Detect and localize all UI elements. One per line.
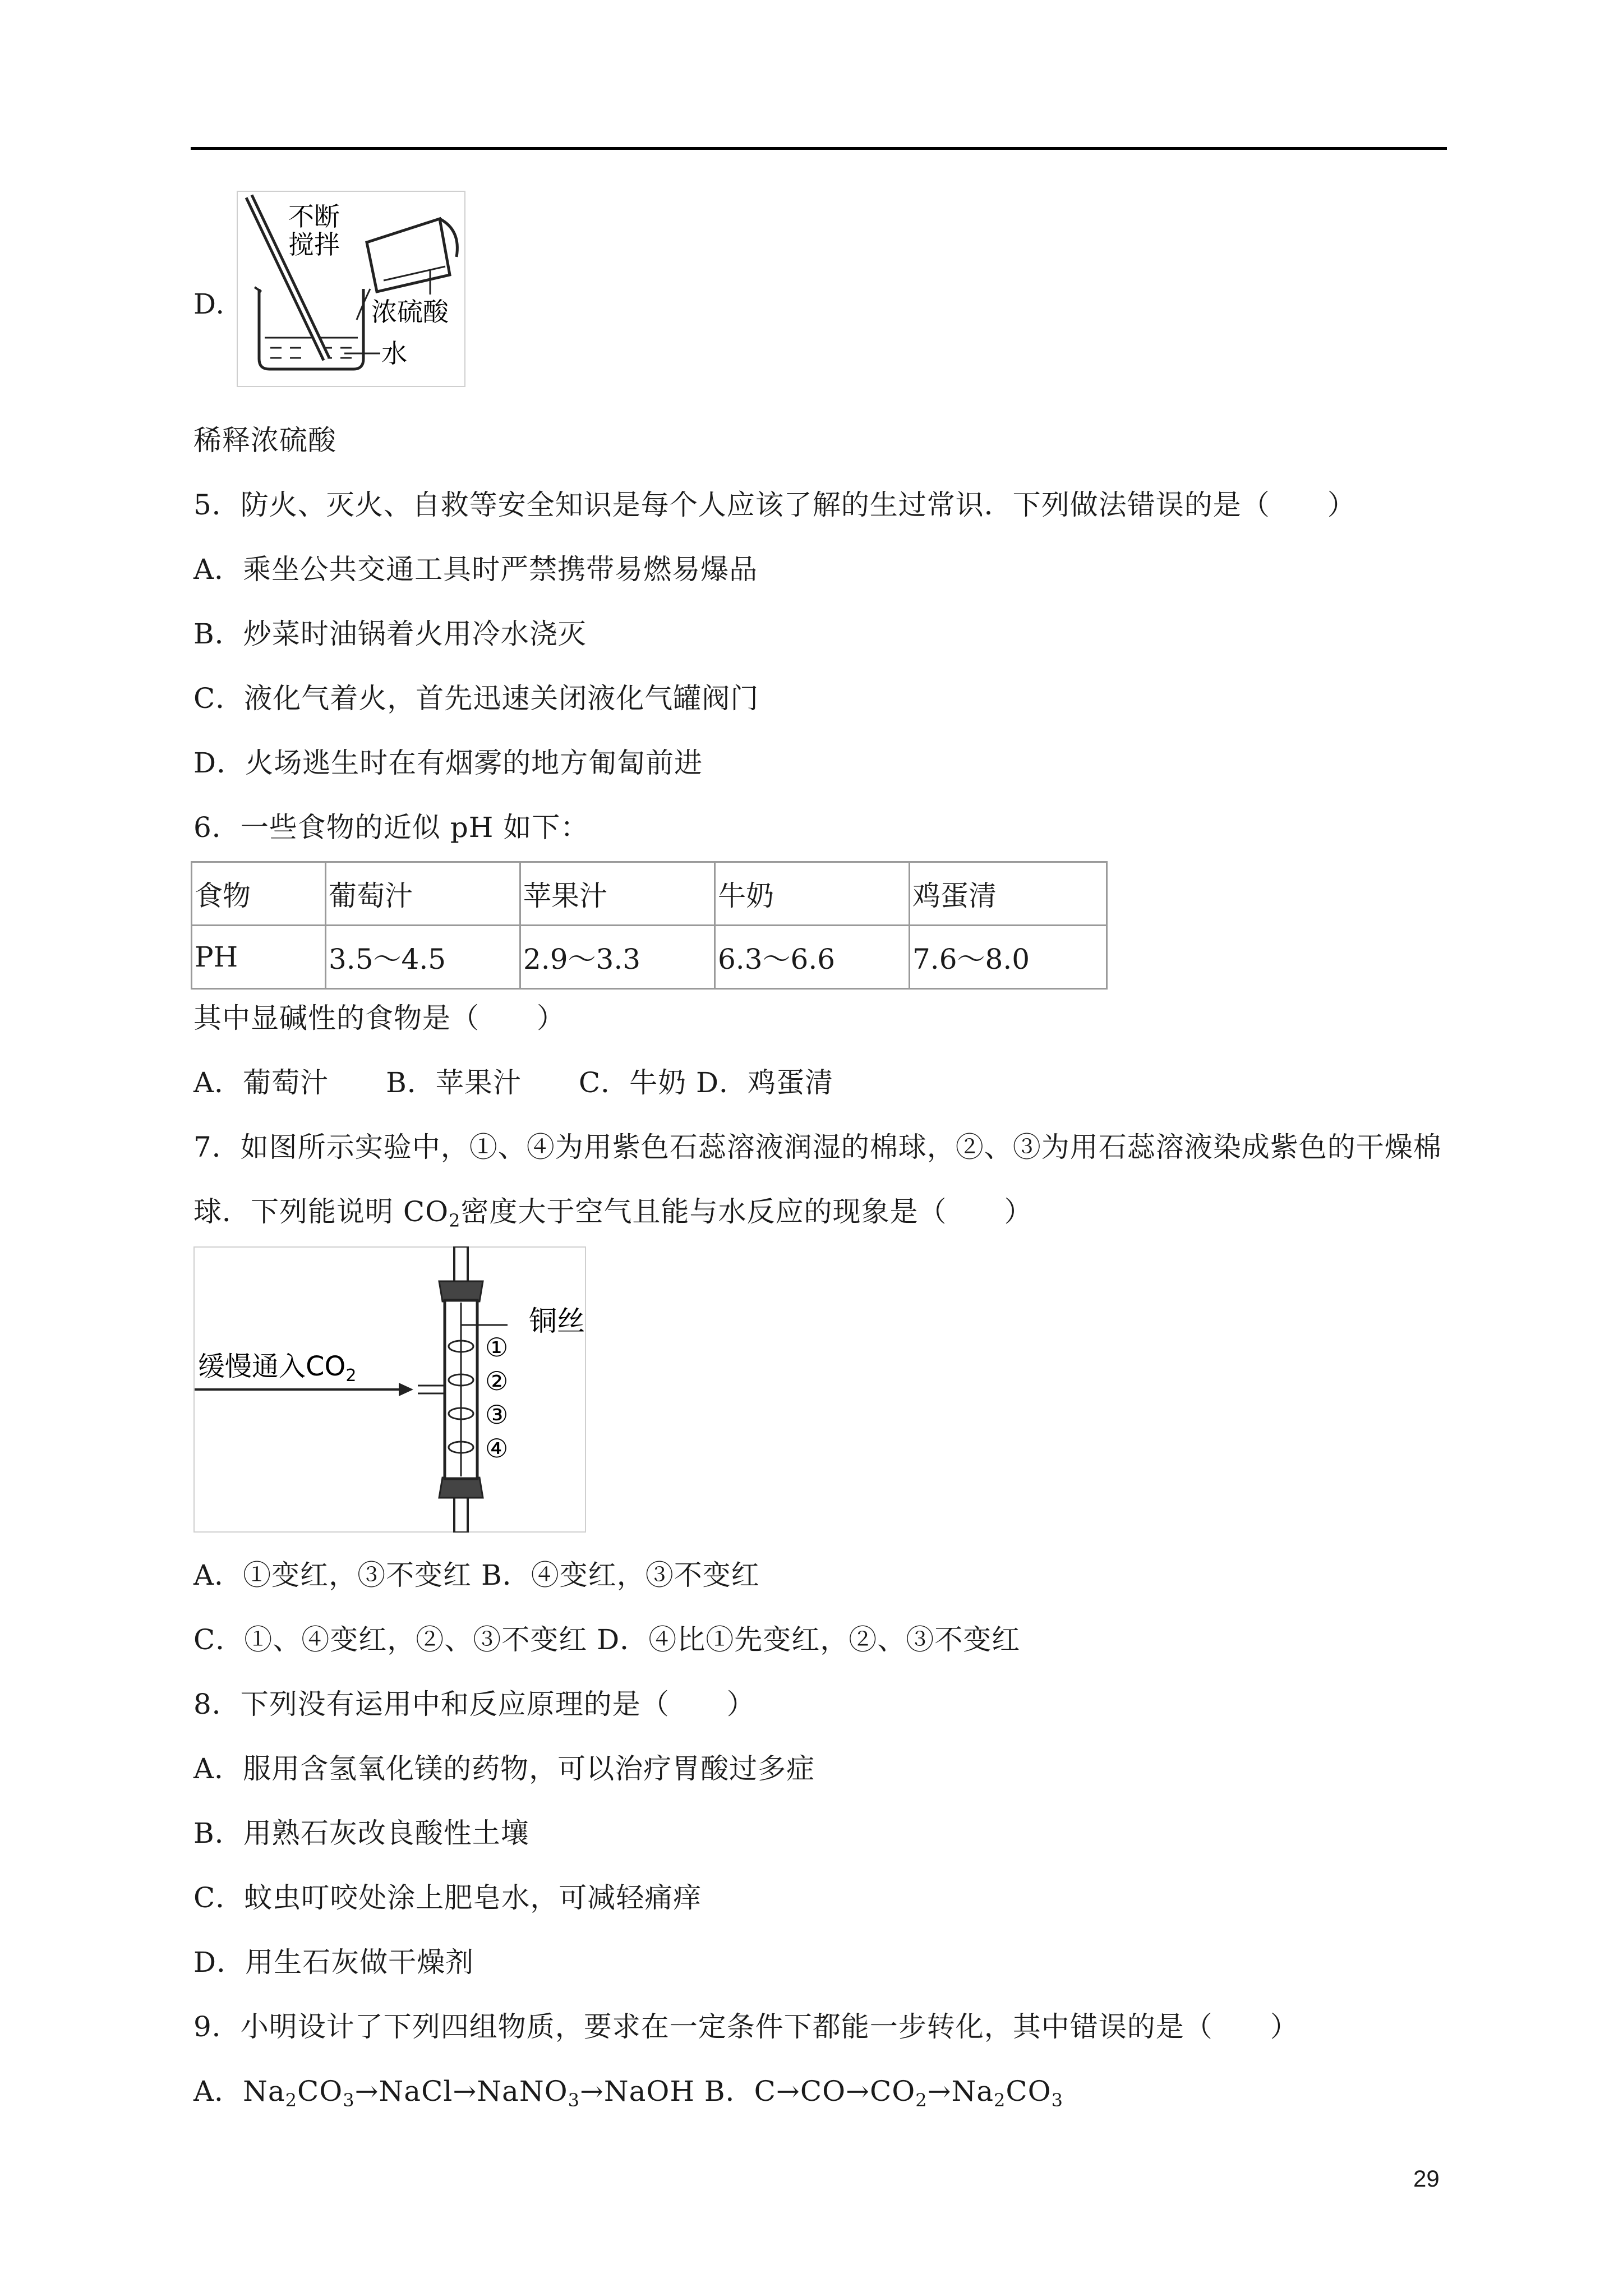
q5-option-c: C．液化气着火，首先迅速关闭液化气罐阀门: [193, 682, 759, 715]
q8-option-c: C．蚊虫叮咬处涂上肥皂水，可减轻痛痒: [193, 1881, 702, 1914]
subscript: 2: [285, 2090, 298, 2111]
stir-label-2: 搅拌: [288, 229, 340, 260]
reaction-arrow: →: [354, 2075, 379, 2108]
q8-stem: 8．下列没有运用中和反应原理的是（ ）: [193, 1688, 755, 1720]
q6-question: 其中显碱性的食物是（ ）: [193, 1002, 565, 1034]
q8-option-d: D．用生石灰做干燥剂: [193, 1946, 474, 1978]
formula: C: [754, 2075, 776, 2108]
table-cell: 3.5～4.5: [326, 926, 520, 989]
table-cell: PH: [192, 926, 326, 989]
co2-apparatus-diagram: [193, 1246, 586, 1533]
q7-stem-line1: 7．如图所示实验中，①、④为用紫色石蕊溶液润湿的棉球，②、③为用石蕊溶液染成紫色的干燥棉: [193, 1131, 1442, 1163]
q5-option-d: D．火场逃生时在有烟雾的地方匍匐前进: [193, 747, 703, 779]
q4-dilution-figure: [237, 191, 465, 387]
q5-option-a: A．乘坐公共交通工具时严禁携带易燃易爆品: [193, 553, 758, 586]
formula: Na: [951, 2075, 994, 2108]
q4-option-d-label: D.: [193, 288, 225, 320]
subscript: 2: [915, 2090, 928, 2111]
q7-co2-figure: [193, 1246, 586, 1533]
reaction-arrow: →: [927, 2075, 952, 2108]
ph-table-value-row: [192, 926, 1107, 989]
formula: NaCl: [379, 2075, 453, 2108]
inlet-text: 缓慢通入CO: [198, 1351, 346, 1382]
q7-options-line2: C．①、④变红，②、③不变红 D．④比①先变红，②、③不变红: [193, 1623, 1021, 1656]
formula: CO: [297, 2075, 343, 2108]
q7-stem-line2: [193, 1195, 1033, 1237]
ball-label-1: ①: [485, 1332, 509, 1363]
table-cell: 牛奶: [715, 862, 910, 926]
formula: NaNO: [477, 2075, 568, 2108]
wire-label: 铜丝: [529, 1305, 585, 1337]
table-cell: 食物: [192, 862, 326, 926]
reaction-arrow: →: [453, 2075, 477, 2108]
formula: CO: [869, 2075, 916, 2108]
q5-stem: 5．防火、灭火、自救等安全知识是每个人应该了解的生过常识．下列做法错误的是（ ）: [193, 489, 1356, 521]
q4-caption: 稀释浓硫酸: [193, 424, 336, 457]
inlet-label: [198, 1351, 356, 1386]
subscript: 3: [1051, 2090, 1064, 2111]
q9-stem: 9．小明设计了下列四组物质，要求在一定条件下都能一步转化，其中错误的是（ ）: [193, 2010, 1299, 2043]
header-rule: [191, 147, 1447, 150]
ball-label-3: ③: [485, 1400, 509, 1430]
reaction-arrow: →: [776, 2075, 800, 2108]
ph-table-header-row: [192, 862, 1107, 926]
reaction-arrow: →: [579, 2075, 604, 2108]
page-number: 29: [1413, 2165, 1440, 2192]
ph-table: [191, 861, 1108, 990]
table-cell: 葡萄汁: [326, 862, 520, 926]
ball-label-2: ②: [485, 1366, 509, 1396]
table-cell: 6.3～6.6: [715, 926, 910, 989]
stir-label-1: 不断: [288, 201, 340, 232]
stem-text: 球．下列能说明 CO: [193, 1195, 449, 1228]
water-label: 水: [381, 338, 407, 369]
ball-label-4: ④: [485, 1433, 509, 1464]
table-cell: 苹果汁: [520, 862, 715, 926]
subscript: 2: [994, 2090, 1006, 2111]
q8-option-a: A．服用含氢氧化镁的药物，可以治疗胃酸过多症: [193, 1752, 815, 1785]
q6-options: A．葡萄汁 B．苹果汁 C．牛奶 D．鸡蛋清: [193, 1066, 834, 1099]
formula: NaOH: [603, 2075, 695, 2108]
q9-options: [193, 2074, 1063, 2117]
q5-option-b: B．炒菜时油锅着火用冷水浇灭: [193, 618, 587, 650]
inlet-subscript: 2: [345, 1366, 357, 1386]
table-cell: 7.6～8.0: [910, 926, 1107, 989]
formula: Na: [243, 2075, 285, 2108]
q6-stem: 6．一些食物的近似 pH 如下：: [193, 811, 589, 844]
subscript: 3: [568, 2090, 580, 2111]
reaction-arrow: →: [846, 2075, 870, 2108]
option-prefix: A．: [193, 2075, 243, 2108]
q7-options-line1: A．①变红，③不变红 B．④变红，③不变红: [193, 1559, 760, 1591]
dilution-diagram: [237, 191, 465, 387]
q8-option-b: B．用熟石灰改良酸性土壤: [193, 1817, 529, 1849]
subscript: 2: [449, 1210, 461, 1231]
formula: CO: [1006, 2075, 1052, 2108]
stem-text: 密度大于空气且能与水反应的现象是（ ）: [460, 1195, 1033, 1228]
subscript: 3: [343, 2090, 355, 2111]
option-prefix: B．: [695, 2075, 754, 2108]
table-cell: 2.9～3.3: [520, 926, 715, 989]
table-cell: 鸡蛋清: [910, 862, 1107, 926]
formula: CO: [800, 2075, 846, 2108]
acid-label: 浓硫酸: [371, 297, 449, 327]
